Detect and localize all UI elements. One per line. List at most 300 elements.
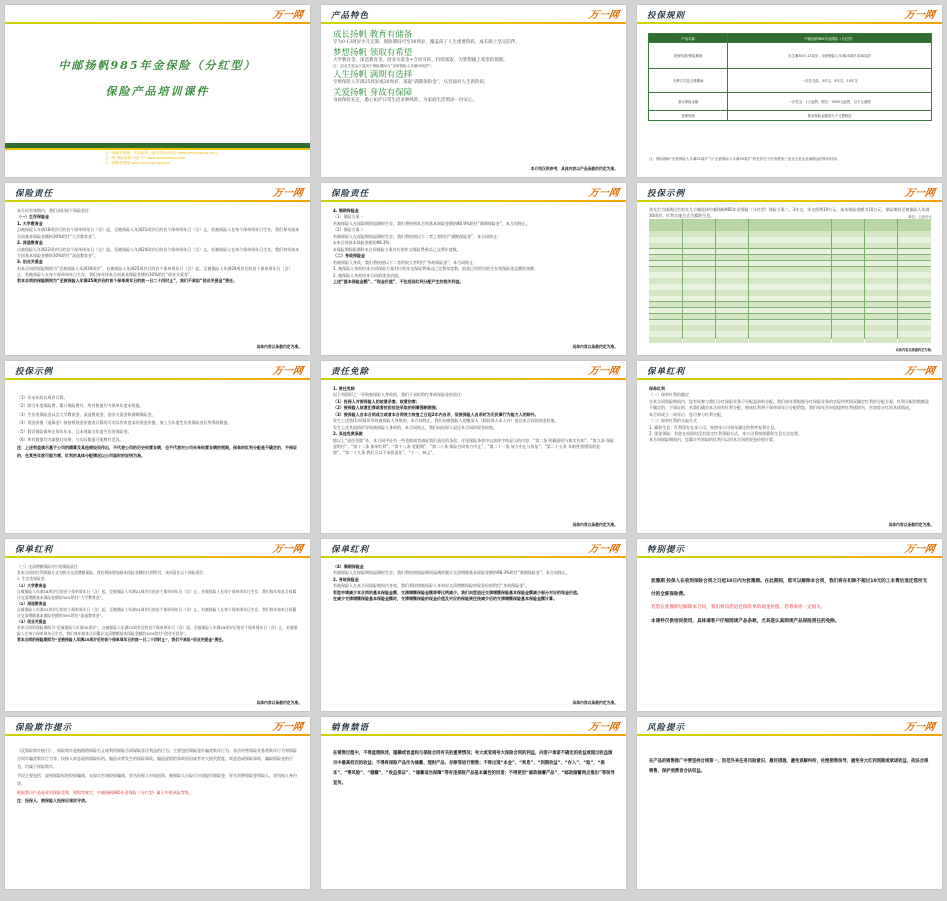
slide-body: 保单红利 （一）保单红利的确定 在本合同保险期间内，您有权参与我们分红保险业务可分配盈余的分配。我们每年将根据分红保险业务的实际经营情况确定红利的分配方案，红利分配的数额是不确定的，不保证的。若我们确定本合同有红利分配，则该红利将于保单周年日分配给您。我们每年会向您提供红利通知书，告知您分红的具体情况。 本合同成立一周年后，您可参与红利分配。 （二）保单红利的支取方式 1. 累积生息：红利留存在本公司，按照本公司每年确定的利率复利计息。 2. 现金领取：若您在投保时没有选定红利领取方式，本公司将按照累积生息方式处理。 本合同保险期间内，您累计所领取的红利可以用本合同的现金价值计算。	[649, 386, 929, 443]
table-cell	[666, 243, 682, 249]
table-cell	[898, 296, 914, 302]
table-cell	[881, 331, 897, 337]
table-cell	[848, 267, 864, 273]
feature-text: 身故保险充足，悉心佑护日常生活多种风险，为家庭生活增添一份安心。	[333, 97, 477, 103]
slide-title: 保单红利	[647, 367, 686, 377]
table-cell	[865, 296, 881, 302]
table-cell	[749, 284, 765, 290]
table-cell	[881, 237, 897, 243]
slide-title: 投保示例	[647, 189, 686, 199]
table-cell	[898, 243, 914, 249]
footnote: 具体内容以条款约定为准。	[572, 344, 618, 349]
table-cell	[798, 267, 814, 273]
table-cell	[683, 249, 699, 255]
slide-title: 保单红利	[15, 545, 54, 555]
table-cell	[881, 320, 897, 326]
table-cell	[716, 296, 732, 302]
feature-text: 大学教育金、深造教育金、创业关爱金+合同可转、持续领取，为梦想插上希望的翅膀。	[333, 57, 508, 63]
table-cell	[832, 284, 848, 290]
table-cell	[732, 296, 748, 302]
table-cell	[898, 331, 914, 337]
slide-special-notice[interactable]	[637, 539, 942, 711]
table-cell	[782, 325, 798, 331]
table-cell	[815, 331, 831, 337]
table-cell	[749, 320, 765, 326]
table-cell	[716, 290, 732, 296]
table-cell	[732, 237, 748, 243]
slide-body: （三）交清增额保险对应的保险责任 若本合同的红利领取方式为购买交清增额保险，我们将按增加基本保险金额的比例给付，该项责任以下保险责任： 1. 生存类保险金 （1）大学教育金 自被保险人年满18周岁后的首个保单周年日（含）起，至被保险人年满21周岁后的首个保单周年日（含）止，若被保险人在每个保单周年日生存，我们每年按本合同累计交清增额基本保险金额的30%给付“大学教育金”。 （2）深造教育金 自被保险人年满22周岁后的首个保单周年日（含）起，至被保险人年满24周岁后的首个保单周年日（含）止，若被保险人在每个保单周年日生存，我们每年按本合同累计交清增额基本保险金额的30%给付“深造教育金”。 （3）创业关爱金 若本合同的保险期间为“至被保险人年满30周岁”，自被保险人年满25周岁后的首个保单周年日（含）起，至被保险人年满29周岁后的首个保单周年日（含）止，若被保险人在每个保单周年日生存，我们每年按本合同累计交清增额基本保险金额的30%给付“创业关爱金”。 若本合同的保险期间为“至被保险人年满25周岁后的首个保单周年日的前一日二十四时止”，我们不承担“创业关爱金”责任。	[17, 564, 298, 643]
table-cell	[683, 272, 699, 278]
table-cell	[649, 296, 665, 302]
slide-title: 责任免除	[331, 367, 370, 377]
table-cell	[865, 290, 881, 296]
table-cell	[649, 337, 665, 343]
table-cell	[914, 278, 930, 284]
table-cell	[914, 231, 930, 237]
table-cell	[716, 325, 732, 331]
slide-fraud-notice[interactable]	[5, 717, 310, 889]
brand-logo: 万一网	[587, 544, 620, 555]
table-cell	[666, 278, 682, 284]
table-cell	[898, 255, 914, 261]
table-cell	[865, 261, 881, 267]
table-cell	[765, 278, 781, 284]
table-cell	[798, 325, 814, 331]
table-cell	[881, 255, 897, 261]
table-cell	[666, 261, 682, 267]
table-cell	[649, 231, 665, 237]
table-cell	[798, 302, 814, 308]
table-cell	[832, 325, 848, 331]
table-cell	[666, 325, 682, 331]
table-cell	[732, 314, 748, 320]
slide-body: 在销售过程中，不得虚假陈述，隐瞒或者虚构与保险合同有关的重要情况；夸大或变相夸大保险合同的利益，向客户承诺不确定的收益或超过收益演示中最高档次的收益；不得将保险产品作为储蓄、理财产品、存款等进行销售；不得出现“本金”、“利息”、“到期收益”、“存入”、“取”、“保本”、“零风险”、“稳赚”、“收益保证”、“储蓄适当保障”等有违保险产品基本属性的用语；不得使用“邮政储蓄产品”、“邮政储蓄网点推出”等误导宣传。	[333, 751, 615, 786]
table-cell	[865, 219, 881, 225]
table-cell	[699, 237, 715, 243]
table-cell	[881, 225, 897, 231]
table-cell	[666, 267, 682, 273]
table-cell	[749, 249, 765, 255]
table-cell	[881, 284, 897, 290]
table-cell	[749, 237, 765, 243]
table-cell	[865, 331, 881, 337]
table-cell	[848, 278, 864, 284]
table-cell	[848, 331, 864, 337]
table-cell	[832, 290, 848, 296]
table-cell	[815, 314, 831, 320]
table-cell	[699, 272, 715, 278]
table-cell	[898, 337, 914, 343]
table-cell	[815, 320, 831, 326]
table-cell	[699, 314, 715, 320]
table-cell	[649, 237, 665, 243]
table-cell	[749, 296, 765, 302]
footnote: 本介绍仅供参考，具体内容以产品条款的约定为准。	[530, 166, 618, 171]
table-cell	[716, 337, 732, 343]
slide-forbidden-phrases[interactable]	[321, 717, 626, 889]
table-cell	[798, 290, 814, 296]
table-cell	[782, 267, 798, 273]
table-cell	[898, 261, 914, 267]
table-cell	[832, 314, 848, 320]
slide-example-1[interactable]	[637, 183, 942, 355]
footnote: 具体内容以条款约定为准。	[895, 348, 934, 352]
table-cell	[865, 255, 881, 261]
brand-logo: 万一网	[903, 10, 936, 21]
table-cell	[716, 267, 732, 273]
slide-rules[interactable]	[637, 5, 942, 177]
table-cell	[716, 320, 732, 326]
table-cell	[898, 308, 914, 314]
table-cell	[666, 219, 682, 225]
table-cell	[765, 272, 781, 278]
table-cell	[749, 225, 765, 231]
table-cell	[815, 302, 831, 308]
table-cell	[749, 231, 765, 237]
table-cell	[848, 325, 864, 331]
table-cell	[699, 243, 715, 249]
brand-logo: 万一网	[587, 188, 620, 199]
table-cell	[798, 231, 814, 237]
slide-dividend-3[interactable]	[321, 539, 626, 711]
table-cell	[732, 302, 748, 308]
table-cell	[798, 314, 814, 320]
table-cell	[765, 331, 781, 337]
table-cell	[798, 237, 814, 243]
slide-title: 产品特色	[331, 11, 370, 21]
table-cell	[732, 219, 748, 225]
table-cell	[649, 255, 665, 261]
table-cell	[732, 290, 748, 296]
footnote: 具体内容以条款约定为准。	[256, 344, 302, 349]
table-cell	[914, 284, 930, 290]
table-cell	[782, 331, 798, 337]
table-cell	[765, 249, 781, 255]
table-cell	[782, 231, 798, 237]
feature-head: 梦想扬帆 领取有希望	[333, 47, 413, 58]
table-cell	[914, 331, 930, 337]
table-cell	[716, 225, 732, 231]
table-cell	[898, 278, 914, 284]
table-cell	[914, 261, 930, 267]
table-cell	[765, 219, 781, 225]
table-cell	[683, 331, 699, 337]
table-cell	[898, 231, 914, 237]
table-cell	[782, 308, 798, 314]
table-cell	[782, 284, 798, 290]
table-cell	[683, 308, 699, 314]
table-cell	[815, 325, 831, 331]
slide-title: 特别提示	[647, 545, 686, 555]
table-cell	[848, 320, 864, 326]
table-cell	[749, 272, 765, 278]
table-cell	[683, 261, 699, 267]
slide-body: 本合同有效期内，我们承担如下保险责任： （一）生存保险金 1. 大学教育金 自被保险人年满18周岁后的首个保单周年日（含）起，至被保险人年满21周岁后的首个保单周年日（含）止，若被保险人在每个保单周年日生存，我们每年按本合同基本保险金额的30%给付“大学教育金”。 2. 深造教育金 自被保险人年满22周岁后的首个保单周年日（含）起，至被保险人年满24周岁后的首个保单周年日（含）止，若被保险人在每个保单周年日生存，我们每年按本合同基本保险金额的30%给付“深造教育金”。 3. 创业关爱金 若本合同的保险期间为“至被保险人年满30周岁”，自被保险人年满25周岁后的首个保单周年日（含）起，至被保险人年满29周岁后的首个保单周年日（含）止，若被保险人在每个保单周年日生存，我们每年按本合同基本保险金额的30%给付“创业关爱金”。 若本合同的保险期间为“至被保险人年满25周岁后的首个保单周年日的前一日二十四时止”，我们不承担“创业关爱金”责任。	[17, 208, 300, 284]
table-cell	[798, 225, 814, 231]
table-cell	[649, 261, 665, 267]
table-cell	[666, 225, 682, 231]
table-cell	[699, 308, 715, 314]
table-cell	[683, 231, 699, 237]
table-cell	[815, 296, 831, 302]
brand-logo: 万一网	[903, 188, 936, 199]
table-cell	[832, 237, 848, 243]
brand-logo: 万一网	[271, 722, 304, 733]
yellow-band	[5, 148, 310, 150]
brand-logo: 万一网	[587, 722, 620, 733]
table-cell	[666, 320, 682, 326]
table-cell	[683, 314, 699, 320]
table-cell	[666, 284, 682, 290]
table-cell	[914, 237, 930, 243]
brand-logo: 万一网	[903, 722, 936, 733]
table-cell	[649, 243, 665, 249]
table-cell	[914, 272, 930, 278]
table-cell	[716, 237, 732, 243]
table-cell	[732, 320, 748, 326]
table-cell	[832, 272, 848, 278]
table-cell	[699, 337, 715, 343]
table-cell	[914, 225, 930, 231]
table-cell	[881, 308, 897, 314]
table-cell	[716, 314, 732, 320]
table-cell	[848, 243, 864, 249]
table-cell	[848, 308, 864, 314]
table-cell	[865, 314, 881, 320]
table-cell	[815, 225, 831, 231]
table-cell	[782, 296, 798, 302]
table-cell	[765, 284, 781, 290]
brand-logo: 万一网	[587, 10, 620, 21]
table-cell	[666, 337, 682, 343]
table-cell	[699, 261, 715, 267]
slide-features[interactable]	[321, 5, 626, 177]
table-cell	[683, 290, 699, 296]
table-cell	[765, 255, 781, 261]
slide-dividend-2[interactable]	[5, 539, 310, 711]
slide-liability-2[interactable]	[321, 183, 626, 355]
table-cell	[898, 249, 914, 255]
table-cell	[815, 255, 831, 261]
table-cell	[914, 296, 930, 302]
table-cell	[848, 231, 864, 237]
table-cell	[683, 237, 699, 243]
brand-logo: 万一网	[587, 366, 620, 377]
table-cell	[732, 255, 748, 261]
table-cell	[683, 278, 699, 284]
slide-title: 保险欺诈提示	[15, 723, 73, 733]
cover-subtitle: 保险产品培训课件	[105, 85, 210, 98]
table-cell	[683, 337, 699, 343]
table-cell	[716, 261, 732, 267]
table-cell	[914, 267, 930, 273]
table-cell	[898, 219, 914, 225]
table-cell	[798, 261, 814, 267]
slide-body: （4）满期保险金 若被保险人在保险期间届满时生存，我们将按照保险期间届满时累计交清增额基本保险金额的98.3%给付“满期保险金”，本合同终止。 2. 身故保险金 若被保险人在本合同保险期间内身故，我们将按照被保险人身故时交清增额保险的现金价值给付“身故保险金”。 若您申请减少本合同的基本保险金额，交清增额保险金额将等比例减少。我们向您退还交清增额保险基本保险金额减少部分对应的现金价值。 在减少交清增额保险基本保险金额时，交清增额保险的现金价值及对应的保险责任按减少后的交清增额保险基本保险金额计算。	[333, 564, 581, 602]
table-cell	[898, 320, 914, 326]
table-cell	[881, 314, 897, 320]
table-cell	[798, 337, 814, 343]
table-cell	[865, 320, 881, 326]
brand-logo: 万一网	[271, 188, 304, 199]
slide-title: 销售禁语	[331, 723, 370, 733]
table-cell	[815, 284, 831, 290]
table-cell	[649, 219, 665, 225]
table-cell	[865, 225, 881, 231]
table-cell	[848, 237, 864, 243]
table-cell	[898, 290, 914, 296]
table-cell	[798, 320, 814, 326]
table-cell	[782, 302, 798, 308]
slide-body: 在产品的销售推广中要坚持合规第一、防范外来任务风险意识、最好措施、避免误解纠纷，杜绝销售误导，避免夸大红利预期或承诺收益，依法合规销售，保护消费者合法权益。	[649, 759, 929, 774]
table-cell	[683, 296, 699, 302]
slide-exclusions[interactable]	[321, 361, 626, 533]
table-cell	[749, 308, 765, 314]
table-cell	[765, 337, 781, 343]
table-cell	[832, 278, 848, 284]
table-cell	[832, 243, 848, 249]
table-cell	[749, 290, 765, 296]
table-cell	[865, 325, 881, 331]
table-cell	[649, 331, 665, 337]
table-cell	[699, 320, 715, 326]
table-cell	[765, 314, 781, 320]
table-cell	[732, 261, 748, 267]
table-cell	[732, 325, 748, 331]
table-cell	[798, 243, 814, 249]
brand-logo: 万一网	[903, 366, 936, 377]
table-cell	[666, 296, 682, 302]
table-cell	[832, 296, 848, 302]
table-cell	[914, 290, 930, 296]
table-cell	[865, 337, 881, 343]
table-cell	[782, 278, 798, 284]
table-cell	[832, 261, 848, 267]
table-cell	[749, 219, 765, 225]
table-cell	[798, 219, 814, 225]
table-cell	[898, 302, 914, 308]
table-cell	[765, 267, 781, 273]
benefit-table	[649, 219, 931, 339]
slide-liability-1[interactable]	[5, 183, 310, 355]
table-cell	[683, 243, 699, 249]
brand-logo: 万一网	[903, 544, 936, 555]
table-cell	[716, 243, 732, 249]
table-cell	[881, 219, 897, 225]
table-cell	[815, 278, 831, 284]
slide-body: 4. 满期保险金 （1）保险方案一 若被保险人在保险期间届满时生存，我们将按照本合同基本保险金额的80.9%给付“满期保险金”，本合同终止。 （2）保险方案二 若被保险人在保险期间届满时生存，我们将按照以下二者之和给付“满期保险金”，本合同终止： ①本合同基本保险金额的98.3%； ②保险期间届满时本合同保险方案对应的年交保险费乘以已交费年度数。 （二）身故保险金 若被保险人身故，我们将按照以下二者的较大者给付“身故保险金”，本合同终止： 1. 被保险人身故时本合同保险方案对应的年交保险费乘以已交费年度数，前款已经给付的生存类保险金总额的余额； 2. 被保险人身故时本合同的现金价值。 上述“基本保险金额”、“现金价值”，不包括因红利分配产生的相关利益。	[333, 208, 539, 285]
table-cell	[649, 314, 665, 320]
table-cell	[683, 284, 699, 290]
table-cell	[832, 308, 848, 314]
table-cell	[666, 272, 682, 278]
table-cell	[699, 278, 715, 284]
slide-body: （1）年末年龄以周岁计算。 （2）除当年度保险费、累计保险费外，所有数值均为保单年度末数值。 （3）生存类保险金以含大学教育金、深造教育金、创业关爱金和满期保险金。 （4）现金价值（退保金）按按照现金价值表计算的可实际有申度末的现金价值，加上当年度生存类保险金后所得的数值。 （5）假设保险保单在每年年末，且未领取当年度生存类保险金。 （6）所有数值均为取整后结果，与实际数值可能稍有差异。 注：上述利益演示基于公司的精算及其他假设而作出，不代表公司的历史经营业绩，也不代表对公司未来经营业绩的预期，保单的红利分配是不确定的，不保证的，在某些年度可能为零，红利的具体分配情况以公司届时的说明为准。	[17, 395, 297, 459]
slide-dividend-1[interactable]	[637, 361, 942, 533]
table-cell	[782, 314, 798, 320]
slide-title: 保单红利	[331, 545, 370, 555]
table-cell	[732, 243, 748, 249]
table-cell	[881, 272, 897, 278]
table-cell	[749, 278, 765, 284]
footnote: 具体内容以条款约定为准。	[572, 700, 618, 705]
slide-risk-notice[interactable]	[637, 717, 942, 889]
table-cell	[914, 308, 930, 314]
table-cell	[832, 231, 848, 237]
table-cell	[649, 308, 665, 314]
table-cell	[699, 325, 715, 331]
table-cell	[782, 261, 798, 267]
table-cell	[898, 284, 914, 290]
table-cell	[649, 284, 665, 290]
feature-head: 关爱扬帆 身故有保障	[333, 87, 413, 98]
table-cell	[765, 320, 781, 326]
table-cell	[716, 331, 732, 337]
table-cell	[898, 325, 914, 331]
table-cell	[683, 225, 699, 231]
table-cell	[881, 302, 897, 308]
table-cell	[683, 302, 699, 308]
slide-title: 保险责任	[331, 189, 370, 199]
table-cell	[881, 231, 897, 237]
slide-title: 风险提示	[647, 723, 686, 733]
table-cell	[699, 231, 715, 237]
table-cell	[881, 296, 897, 302]
table-cell	[848, 337, 864, 343]
table-cell	[832, 320, 848, 326]
table-cell	[848, 296, 864, 302]
table-cell	[832, 302, 848, 308]
table-cell	[749, 337, 765, 343]
table-cell	[732, 225, 748, 231]
table-cell	[815, 231, 831, 237]
table-cell	[865, 237, 881, 243]
table-cell	[765, 237, 781, 243]
table-cell	[666, 308, 682, 314]
table-cell	[848, 272, 864, 278]
table-cell	[881, 243, 897, 249]
table-cell	[798, 296, 814, 302]
table-cell	[865, 302, 881, 308]
slide-body: 1. 责任免除 因下列情形之一导致被保险人身故的，我们不承担给付身故保险金的责任： （1）投保人对被保险人的故意杀害、故意伤害； （2）被保险人故意犯罪或者抗拒依法采取的刑事强制措施； （3）被保险人自本合同成立或者本合同效力恢复之日起2年内自杀，但被保险人自杀时为无民事行为能力人的除外。 发生上述第(1)项情形导致被保险人身故的，本合同终止，我们向被保险人的继承人（除投保人本人外）退还本合同的现金价值。 发生上述其他情形导致被保险人身故的，本合同终止，我们向投保人退还本合同的现金价值。 2. 其他免责条款 除以上“责任免除”外，本合同中还有一些免除或者减轻我们责任的条款，详见保险条款中以黑体字体显示的内容：“第二条 明确说明与如实告知”、“第九条 保险金给付”、“第十二条 保单红利”、“第十八条 宽限期”、“第二十条 保险合同效力中止”、“第二十一条 效力中止与恢复”、“第二十五条 年龄性别错误的处理”、“第二十九条 我们可以不承担责任”、“十一、释义”。	[333, 386, 614, 456]
table-cell	[699, 225, 715, 231]
table-cell	[765, 261, 781, 267]
table-cell	[865, 272, 881, 278]
table-cell	[848, 314, 864, 320]
table-cell	[832, 219, 848, 225]
table-cell	[732, 272, 748, 278]
table-cell	[815, 308, 831, 314]
slide-cover[interactable]	[5, 5, 310, 177]
table-cell	[765, 290, 781, 296]
table-cell	[881, 325, 897, 331]
table-cell	[732, 308, 748, 314]
slide-example-2[interactable]	[5, 361, 310, 533]
table-cell	[881, 261, 897, 267]
table-cell	[832, 267, 848, 273]
table-cell	[815, 272, 831, 278]
footnote: 具体内容以条款约定为准。	[888, 522, 934, 527]
table-cell	[898, 272, 914, 278]
brand-logo: 万一网	[271, 10, 304, 21]
table-cell	[782, 243, 798, 249]
table-cell	[848, 284, 864, 290]
footnote: 具体内容以条款约定为准。	[572, 522, 618, 527]
table-cell	[716, 255, 732, 261]
table-cell	[914, 337, 930, 343]
table-cell	[914, 219, 930, 225]
table-cell	[832, 331, 848, 337]
